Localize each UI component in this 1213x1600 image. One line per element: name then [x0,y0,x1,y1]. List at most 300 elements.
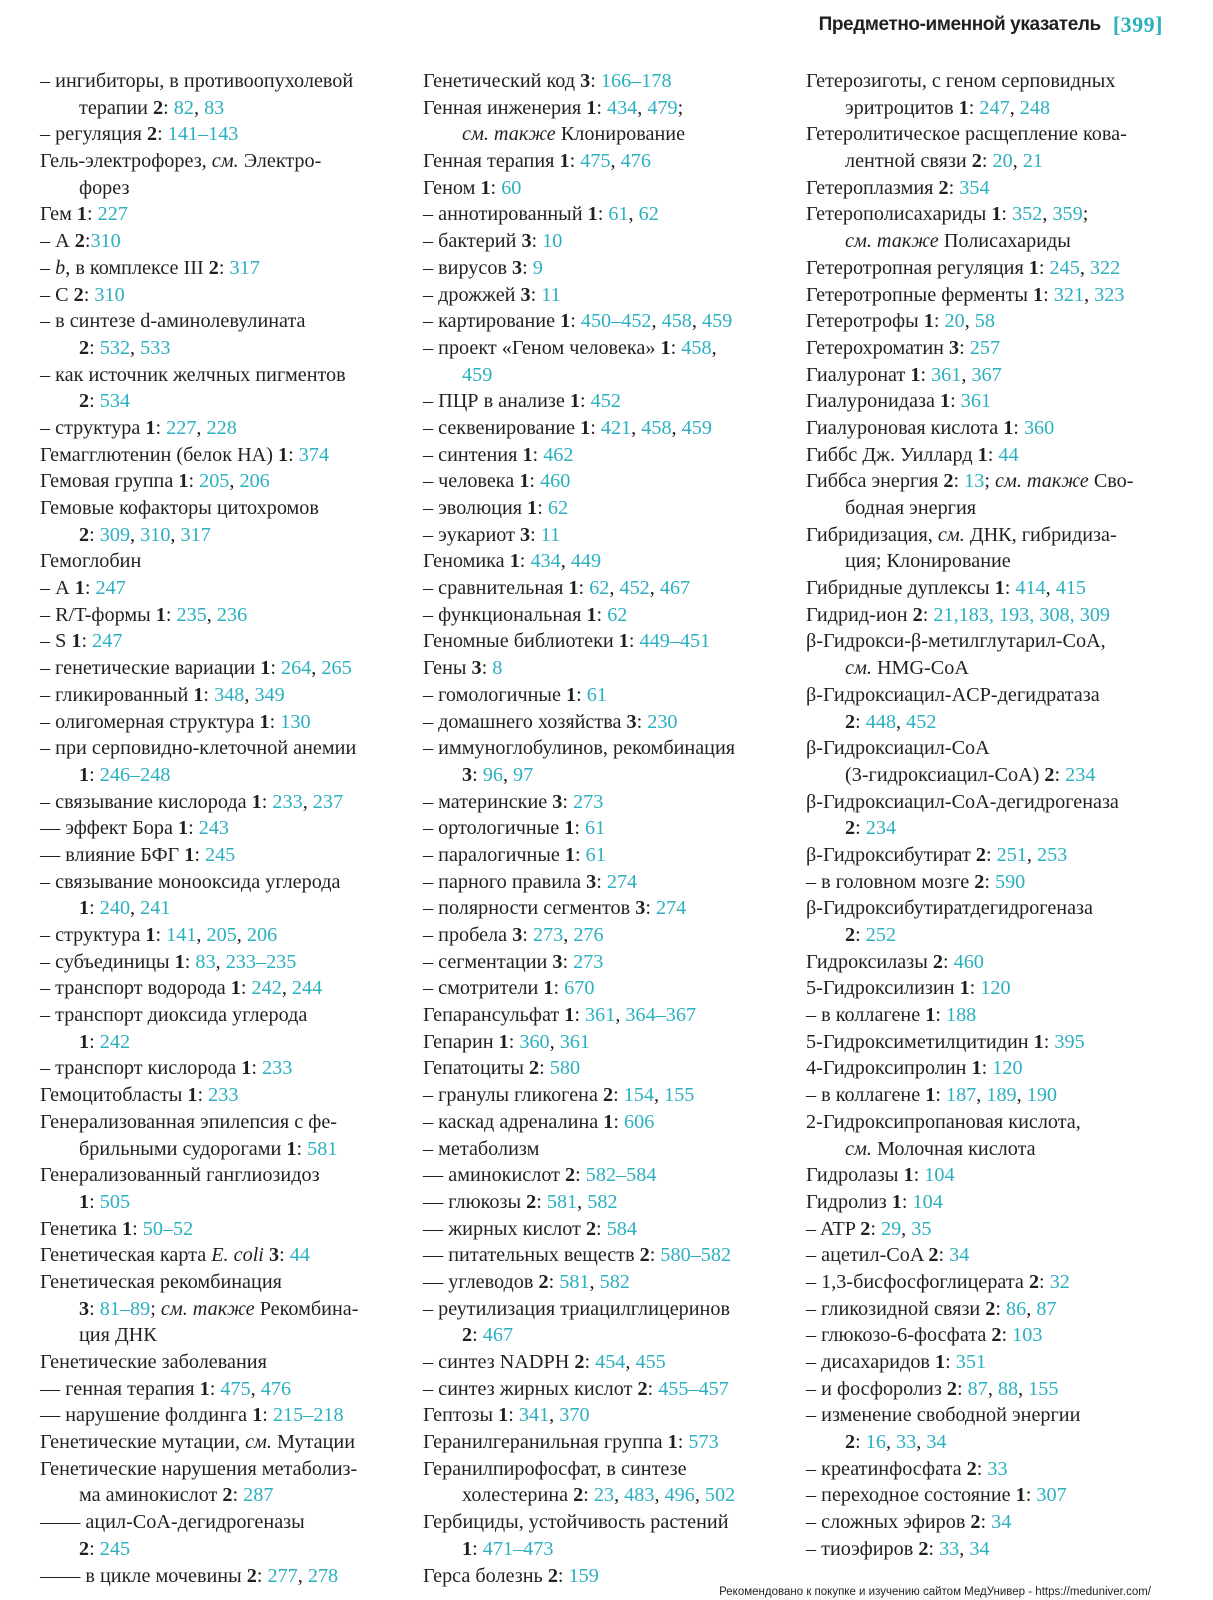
volume-number: 2 [928,1244,939,1267]
page-reference-link[interactable]: 581 [559,1270,590,1293]
page-reference-link[interactable]: 120 [980,977,1011,1000]
running-header-title: Предметно-именной указатель [818,14,1101,35]
entry-text: – структура [40,924,146,946]
page-reference-link[interactable]: 234 [1065,763,1096,786]
page-reference-link[interactable]: 360 [1023,416,1055,439]
page-reference-link[interactable]: 277 [267,1564,298,1587]
page-reference-link[interactable]: 361 [960,390,992,413]
page-reference-link[interactable]: 237 [312,790,344,813]
page-reference-link[interactable]: 367 [971,363,1002,386]
entry-text: : [536,1190,547,1213]
index-entry [423,602,783,629]
page-reference-link[interactable]: 10 [542,230,563,253]
page-reference-link[interactable]: 245 [204,843,236,866]
entry-text: – дрожжей [423,283,521,306]
volume-number: 1 [569,390,581,413]
cross-reference-marker: см. [845,1137,872,1160]
index-entry [40,1563,400,1590]
page-reference-link[interactable]: 374 [298,443,330,466]
page-reference-link[interactable]: 310 [140,523,171,546]
index-entry [423,1136,783,1163]
page-reference-link[interactable]: 361 [559,1030,591,1053]
page-reference-link[interactable]: 34 [991,1511,1012,1534]
cross-reference-marker: см. [211,150,239,173]
page-reference-link[interactable]: 230 [647,710,678,733]
index-entry [423,1296,783,1323]
page-reference-link[interactable]: 421 [600,416,632,439]
cross-reference-marker: b [55,256,66,279]
page-reference-link[interactable]: 273 [532,924,564,946]
page-reference-link[interactable]: 11 [540,523,561,546]
entry-text: : [522,924,533,946]
page-reference-link[interactable]: 452 [619,577,650,600]
entry-text: –– влияние БФГ [40,843,185,866]
entry-text: , [1042,203,1053,226]
page-reference-link[interactable]: 273 [573,790,604,813]
entry-text: β-Гидрокси-β-метилглутарил-CoA, [806,630,1106,653]
volume-number: 2 [538,1270,549,1293]
page-reference-link[interactable]: 61 [584,817,606,840]
entry-text: , [1045,577,1056,600]
entry-text: β-Гидроксибутират [806,843,976,866]
page-reference-link[interactable]: 450–452 [580,310,652,333]
page-reference-link[interactable]: 246–248 [99,763,171,786]
index-entry-continuation [40,1296,400,1323]
page-reference-link[interactable]: 248 [1019,96,1051,119]
volume-number: 1 [580,416,591,439]
index-entry-continuation [40,95,400,122]
page-reference-link[interactable]: 415 [1055,577,1087,600]
page-reference-link[interactable]: 233–235 [225,950,297,973]
page-reference-link[interactable]: 606 [624,1110,655,1133]
entry-text: Гиалуронат [806,363,911,386]
entry-text: , [1079,256,1090,279]
page-reference-link[interactable]: 88 [997,1377,1019,1400]
page-reference-link[interactable]: 449 [570,550,602,573]
page-reference-link[interactable]: 459 [462,363,493,386]
page-reference-link[interactable]: 62 [547,497,569,519]
entry-text: – субъединицы [40,950,175,973]
page-reference-link[interactable]: 582 [599,1270,630,1293]
entry-text: , [549,1404,560,1427]
page-reference-link[interactable]: 62 [589,577,610,600]
page-reference-link[interactable]: 233 [208,1084,239,1107]
page-reference-link[interactable]: 61 [586,683,607,706]
index-entry-continuation [806,495,1176,522]
page-reference-link[interactable]: 496 [664,1484,695,1507]
index-entry [423,842,783,869]
entry-text: ДНК, гибридиза- [964,523,1117,546]
page-reference-link[interactable]: 9 [532,256,543,279]
index-entry [806,628,1176,655]
index-entry [806,335,1176,362]
entry-text: – картирование [423,310,561,333]
page-reference-link[interactable]: 584 [606,1217,637,1240]
entry-text: : [596,96,607,119]
page-reference-link[interactable]: 29 [880,1217,902,1240]
page-reference-link[interactable]: 414 [1015,577,1046,600]
index-entry [40,148,400,175]
entry-text: : [935,1004,946,1027]
entry-text: : [574,817,585,840]
entry-text: – метаболизм [423,1137,540,1160]
entry-text: HMG-CoA [871,657,969,680]
entry-text: : [590,70,601,92]
page-reference-link[interactable]: 241 [140,897,171,920]
page-reference-link[interactable]: 370 [559,1404,590,1427]
page-reference-link[interactable]: 460 [540,470,571,493]
entry-text: : [1054,763,1066,786]
page-reference-link[interactable]: 257 [969,336,1001,359]
page-reference-link[interactable]: 33 [896,1431,917,1454]
page-reference-link[interactable]: 141–143 [167,123,239,146]
page-reference-link[interactable]: 534 [99,390,131,413]
page-reference-link[interactable]: 61 [608,203,629,226]
page-reference-link[interactable]: 190 [1026,1084,1058,1107]
page-reference-link[interactable]: 573 [688,1431,719,1454]
page-reference-link[interactable]: 227 [166,416,197,439]
entry-text: , [610,150,621,173]
page-reference-link[interactable]: 317 [180,523,211,546]
page-reference-link[interactable]: 187 [945,1084,977,1107]
page-reference-link[interactable]: 33 [939,1537,960,1560]
page-reference-link[interactable]: 35 [911,1217,932,1240]
page-reference-link[interactable]: 236 [216,603,248,626]
page-reference-link[interactable]: 61 [585,843,606,866]
page-reference-link[interactable]: 159 [568,1564,599,1587]
page-reference-link[interactable]: 287 [243,1484,274,1507]
volume-number: 2 [547,1564,558,1587]
page-reference-link[interactable]: 86 [1006,1297,1027,1320]
page-reference-link[interactable]: 274 [606,870,638,893]
page-reference-link[interactable]: 11 [541,283,561,306]
page-reference-link[interactable]: 188 [945,1004,977,1027]
index-entry-continuation [423,362,783,389]
page-reference-link[interactable]: 505 [99,1190,131,1213]
entry-text: : [855,924,866,946]
entry-text: Полисахариды [938,230,1071,253]
page-reference-link[interactable]: 434 [606,96,638,119]
page-reference-link[interactable]: 317 [229,256,260,279]
index-entry [806,255,1176,282]
entry-text: β-Гидроксиацил-ACP-дегидратаза [806,683,1100,706]
page-reference-link[interactable]: 670 [564,977,595,1000]
page-reference-link[interactable]: 448 [865,710,897,733]
page-reference-link[interactable]: 33 [987,1457,1008,1480]
page-reference-link[interactable]: 580–582 [660,1244,732,1267]
volume-number: 2 [974,870,985,893]
index-entry [40,869,400,896]
page-reference-link[interactable]: 341 [518,1404,550,1427]
page-reference-link[interactable]: 395 [1054,1030,1085,1053]
page-reference-link[interactable]: 233 [272,790,303,813]
entry-text: : [987,443,999,466]
page-reference-link[interactable]: 581 [307,1137,338,1160]
page-reference-link[interactable]: 532 [99,336,131,359]
page-reference-link[interactable]: 206 [246,924,278,946]
page-reference-link[interactable]: 458 [661,310,692,333]
page-reference-link[interactable]: 34 [926,1431,947,1454]
entry-text: : [218,256,230,279]
page-reference-link[interactable]: 155 [1028,1377,1059,1400]
entry-text: : [933,310,945,333]
page-reference-link[interactable]: 13 [964,470,985,493]
volume-number: 3 [521,230,532,253]
page-reference-link[interactable]: 62 [607,603,628,626]
page-reference-link[interactable]: 82 [173,96,194,119]
volume-number: 1 [891,1190,902,1213]
page-reference-link[interactable]: 227 [97,203,128,226]
index-entry [40,1402,400,1429]
entry-text: Генная инженерия [423,96,587,119]
index-entry [40,201,400,228]
entry-text: эритроцитов [845,96,959,119]
page-reference-link[interactable]: 44 [998,443,1019,466]
entry-text: : [959,336,970,359]
volume-number: 1 [564,1004,575,1027]
page-reference-link[interactable]: 359 [1052,203,1083,226]
page-reference-link[interactable]: 455 [635,1351,666,1373]
entry-text: Гиалуроновая кислота [806,416,1004,439]
page-reference-link[interactable]: 20 [992,150,1013,173]
page-reference-link[interactable]: 274 [655,897,687,920]
entry-text: – как источник желчных пигментов [40,363,346,386]
volume-number: 1 [925,1084,936,1107]
index-entry [423,1509,783,1536]
page-reference-link[interactable]: 205 [199,470,230,493]
index-entry [423,1349,783,1376]
entry-text: Гемовые кофакторы цитохромов [40,497,319,519]
page-reference-link[interactable]: 475 [220,1377,251,1400]
page-reference-link[interactable]: 582 [587,1190,618,1213]
page-reference-link[interactable]: 460 [953,950,984,973]
page-reference-link[interactable]: 455–457 [658,1377,729,1400]
page-reference-link[interactable]: 323 [1094,283,1125,306]
entry-text: Геномные библиотеки [423,630,619,653]
page-reference-link[interactable]: 276 [573,924,604,946]
volume-number: 1 [79,763,90,786]
entry-text: : [922,603,934,626]
page-reference-link[interactable]: 215–218 [272,1404,344,1427]
page-reference-link[interactable]: 50–52 [142,1217,194,1240]
entry-text: – связывание кислорода [40,790,252,813]
page-reference-link[interactable]: 141 [166,924,197,946]
page-reference-link[interactable]: 252 [865,924,897,946]
page-reference-link[interactable]: 83 [195,950,216,973]
page-reference-link[interactable]: 243 [198,817,230,840]
page-reference-link[interactable]: 154 [623,1084,654,1107]
page-reference-link[interactable]: 87 [1036,1297,1057,1320]
page-reference-link[interactable]: 462 [543,443,574,466]
index-entry [806,842,1176,869]
page-reference-link[interactable]: 273 [573,950,604,973]
page-reference-link[interactable]: 467 [482,1324,514,1347]
page-reference-link[interactable]: 253 [1036,843,1068,866]
index-entry [423,442,783,469]
entry-text: – [40,256,56,279]
volume-number: 1 [1003,416,1014,439]
page-reference-link[interactable]: 348 [214,683,245,706]
page-reference-link[interactable]: 476 [620,150,651,173]
page-reference-link[interactable]: 533 [140,336,171,359]
entry-text: , [649,577,660,600]
page-reference-link[interactable]: 206 [239,470,270,493]
entry-text: 2-Гидроксипропановая кислота, [806,1110,1081,1133]
page-reference-link[interactable]: 471–473 [482,1537,554,1560]
page-reference-link[interactable]: 240 [99,897,131,920]
entry-text: : [553,977,565,1000]
page-reference-link[interactable]: 310 [90,230,121,253]
page-reference-link[interactable]: 20 [944,310,965,333]
page-reference-link[interactable]: 104 [912,1190,943,1213]
page-reference-link[interactable]: 23 [593,1484,615,1507]
page-reference-link[interactable]: 364–367 [625,1004,697,1027]
index-entry [806,1376,1176,1403]
page-reference-link[interactable]: 235 [176,603,207,626]
entry-text: –– аминокислот [423,1164,566,1187]
index-entry [806,1349,1176,1376]
page-reference-link[interactable]: 247 [979,96,1010,119]
page-reference-link[interactable]: 242 [99,1030,131,1053]
page-reference-link[interactable]: 34 [949,1244,970,1267]
entry-text: – материнские [423,790,553,813]
page-reference-link[interactable]: 475 [580,150,611,173]
page-reference-link[interactable]: 459 [681,416,712,439]
page-reference-link[interactable]: 452 [590,390,621,413]
page-reference-link[interactable]: 97 [513,763,534,786]
page-reference-link[interactable]: 251 [996,843,1027,866]
index-entry [40,655,400,682]
index-entry [423,655,783,682]
page-reference-link[interactable]: 502 [704,1484,736,1507]
index-entry [806,895,1176,922]
page-reference-link[interactable]: 58 [974,310,995,333]
page-reference-link[interactable]: 233 [262,1057,293,1080]
page-reference-link[interactable]: 458 [681,336,712,359]
page-reference-link[interactable]: 354 [959,176,990,199]
volume-number: 2 [637,1377,648,1400]
page-reference-link[interactable]: 321 [1053,283,1085,306]
index-entry-continuation [40,1322,400,1349]
index-entry [423,201,783,228]
page-reference-link[interactable]: 309 [99,523,131,546]
page-reference-link[interactable]: 234 [865,817,897,840]
entry-text: – и фосфоролиз [806,1377,947,1400]
page-reference-link[interactable]: 247 [92,630,123,653]
page-reference-link[interactable]: 242 [251,977,282,1000]
page-reference-link[interactable]: 32 [1049,1270,1070,1293]
page-reference-link[interactable]: 130 [280,710,311,733]
page-reference-link[interactable]: 81–89 [99,1297,151,1320]
index-entry [806,1509,1176,1536]
page-reference-link[interactable]: 60 [501,176,522,199]
page-reference-link[interactable]: 103 [1012,1324,1043,1347]
page-reference-link[interactable]: 310 [94,283,125,306]
page-reference-link[interactable]: 21 [1022,150,1043,173]
page-reference-link[interactable]: 322 [1089,256,1121,279]
page-reference-link[interactable]: 120 [992,1057,1023,1080]
page-reference-link[interactable]: 361 [931,363,962,386]
page-reference-link[interactable]: 155 [664,1084,695,1107]
entry-text: – функциональная [423,603,587,626]
page-reference-link[interactable]: 44 [289,1244,310,1267]
page-reference-link[interactable]: 189 [986,1084,1017,1107]
entry-text: , [302,790,313,813]
volume-number: 1 [991,203,1002,226]
volume-number: 1 [910,363,921,386]
volume-number: 2 [912,603,923,626]
page-reference-link[interactable]: 581 [546,1190,578,1213]
entry-text: : [1038,256,1050,279]
page-reference-link[interactable]: 87 [967,1377,988,1400]
page-reference-link[interactable]: 205 [206,924,237,946]
page-reference-link[interactable]: 483 [624,1484,655,1507]
page-reference-link[interactable]: 16 [865,1431,886,1454]
page-reference-link[interactable]: 452 [906,710,937,733]
page-reference-link[interactable]: 467 [659,577,691,600]
page-reference-link[interactable]: 580 [549,1057,581,1080]
page-reference-link[interactable]: 96 [482,763,503,786]
page-reference-link[interactable]: 62 [638,203,659,226]
index-entry-continuation [423,762,783,789]
page-reference-link[interactable]: 582–584 [585,1164,657,1187]
page-reference-link[interactable]: 278 [307,1564,339,1587]
page-reference-link[interactable]: 245 [99,1537,131,1560]
page-reference-link[interactable]: 264 [281,657,312,680]
entry-text: , [196,416,207,439]
index-entry [40,975,400,1002]
page-reference-link[interactable]: 166–178 [600,70,672,92]
page-reference-link[interactable]: 479 [647,96,678,119]
volume-number: 1 [251,790,262,813]
entry-text: – транспорт диоксида углерода [40,1004,308,1027]
page-reference-link[interactable]: 21,183, 193, 308, 309 [933,603,1111,626]
page-reference-link[interactable]: 307 [1036,1484,1067,1507]
volume-number: 2 [79,390,90,413]
page-reference-link[interactable]: 454 [595,1351,626,1373]
page-reference-link[interactable]: 434 [530,550,561,573]
page-reference-link[interactable]: 459 [701,310,733,333]
entry-text: форез [79,176,130,199]
index-entry [40,1055,400,1082]
page-reference-link[interactable]: 351 [955,1351,987,1373]
page-reference-link[interactable]: 449–451 [639,630,711,653]
page-reference-link[interactable]: 104 [924,1164,955,1187]
page-reference-link[interactable]: 244 [291,977,323,1000]
page-reference-link[interactable]: 265 [321,657,352,680]
page-reference-link[interactable]: 247 [95,577,126,600]
page-reference-link[interactable]: 34 [969,1537,990,1560]
entry-text: – креатинфосфата [806,1457,967,1480]
page-reference-link[interactable]: 83 [204,96,225,119]
page-reference-link[interactable]: 349 [254,683,285,706]
entry-text: : [981,150,993,173]
entry-text: Гептозы [423,1404,499,1427]
index-entry [423,1189,783,1216]
page-reference-link[interactable]: 476 [260,1377,292,1400]
entry-text: : [188,470,200,493]
page-reference-link[interactable]: 228 [206,416,237,439]
entry-text: терапии [79,96,154,119]
entry-text: , [964,310,975,333]
page-reference-link[interactable]: 590 [994,870,1026,893]
page-reference-link[interactable]: 352 [1012,203,1043,226]
page-reference-link[interactable]: 8 [492,657,503,680]
page-reference-link[interactable]: 361 [585,1004,616,1027]
page-reference-link[interactable]: 245 [1049,256,1080,279]
page-reference-link[interactable]: 458 [641,416,672,439]
page-reference-link[interactable]: 360 [519,1030,550,1053]
